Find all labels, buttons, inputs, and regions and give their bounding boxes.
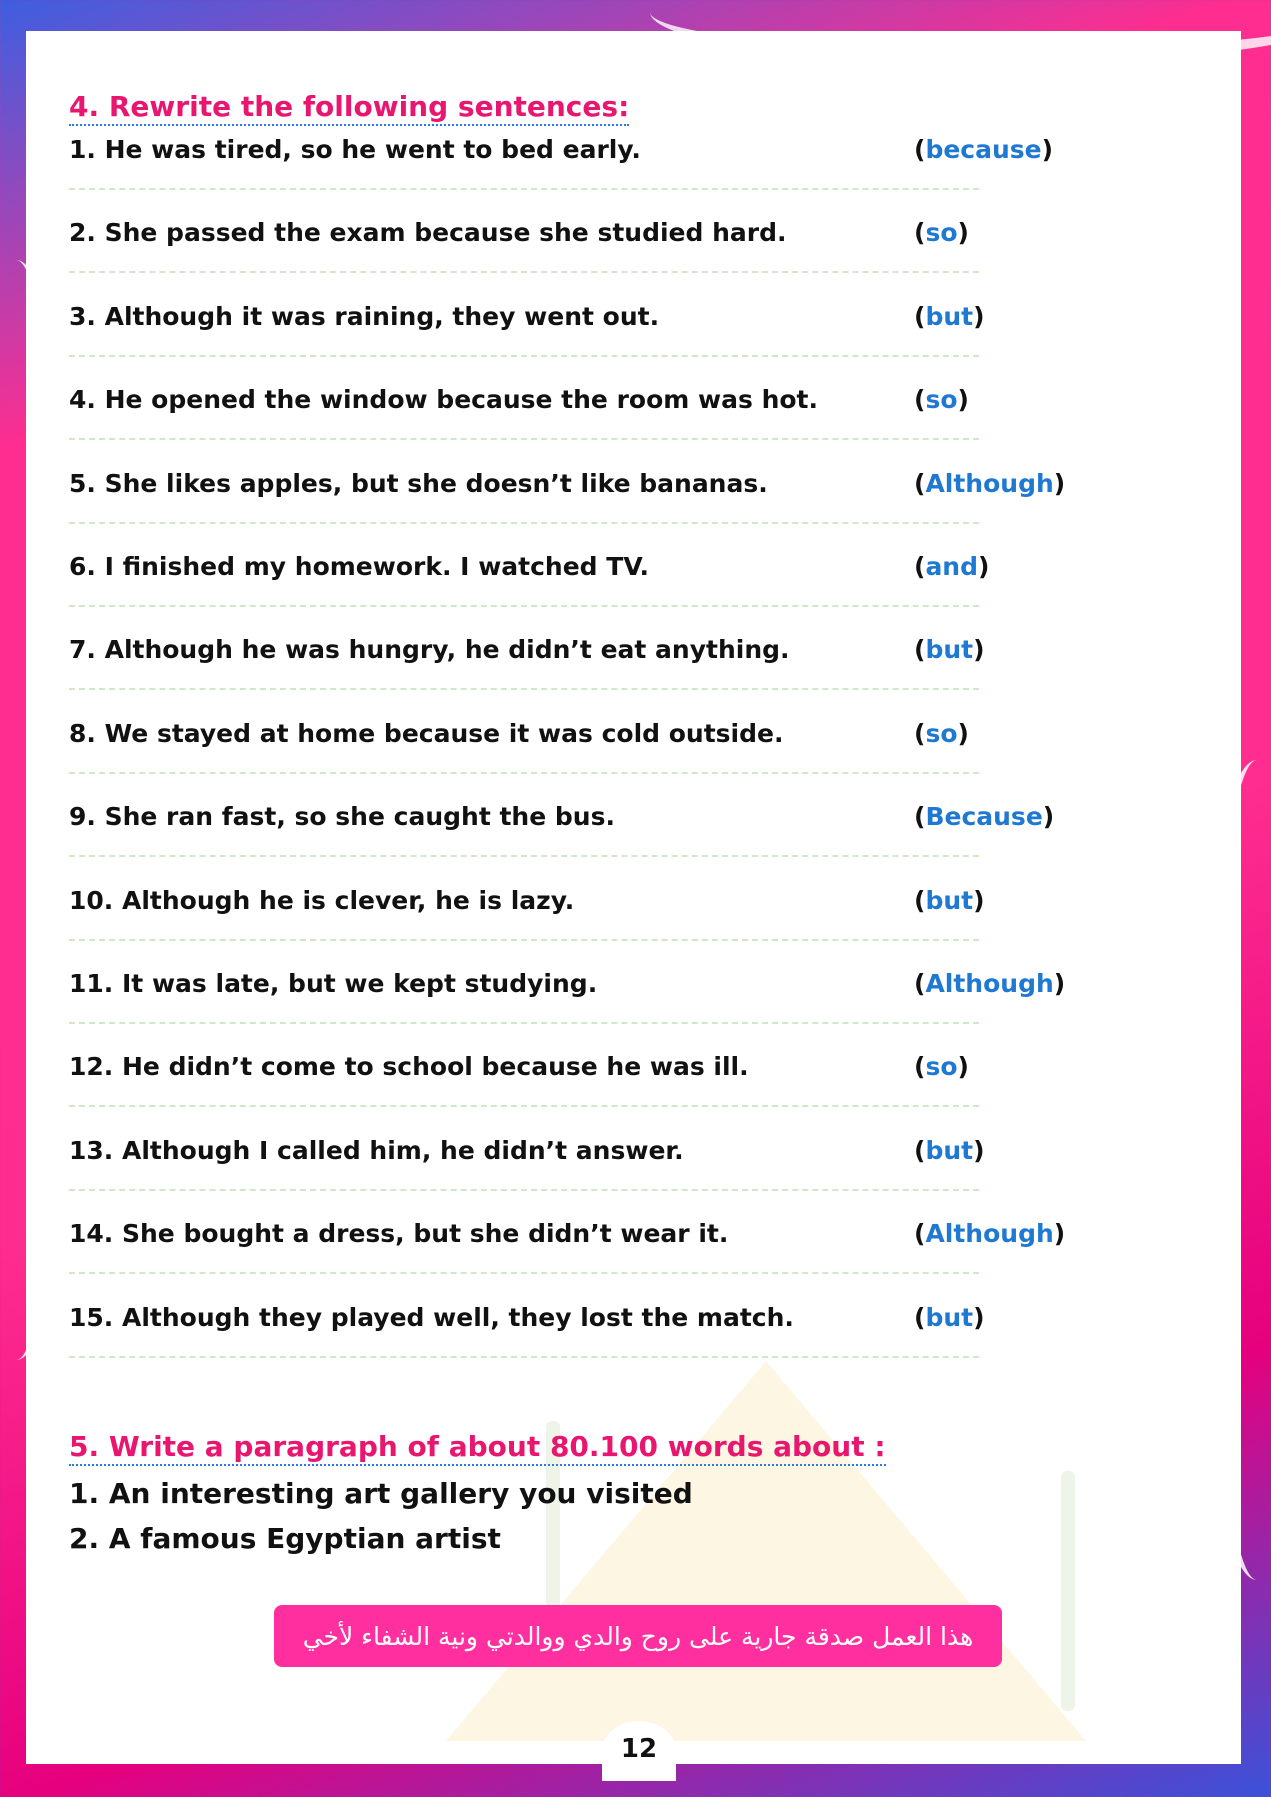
question-hint: (but) [914,635,985,664]
hint-word: but [925,886,974,915]
question-hint: (but) [914,1136,985,1165]
hint-word: Although [925,969,1054,998]
answer-line[interactable] [69,355,979,357]
question-row [69,1219,1169,1259]
question-hint: (Although) [914,969,1066,998]
question-hint: (but) [914,1303,985,1332]
question-row [69,1136,1169,1176]
question-hint: (and) [914,552,990,581]
question-row [69,719,1169,759]
question-hint: (so) [914,1052,969,1081]
question-row [69,886,1169,926]
question-hint: (Although) [914,469,1066,498]
question-row [69,302,1169,342]
question-text: 6. I finished my homework. I watched TV. [69,552,649,581]
answer-line[interactable] [69,1356,979,1358]
page-number: 12 [602,1721,676,1781]
answer-line[interactable] [69,772,979,774]
hint-word: but [925,302,974,331]
question-text: 12. He didn’t come to school because he was ill. [69,1052,749,1081]
question-text: 15. Although they played well, they lost the match. [69,1303,794,1332]
answer-line[interactable] [69,939,979,941]
question-text: 5. She likes apples, but she doesn’t like bananas. [69,469,768,498]
hint-word: so [925,218,958,247]
question-text: 7. Although he was hungry, he didn’t eat anything. [69,635,790,664]
question-hint: (but) [914,886,985,915]
question-row [69,635,1169,675]
answer-line[interactable] [69,188,979,190]
section-4-title: 4. Rewrite the following sentences: [69,90,629,126]
question-row [69,218,1169,258]
hint-word: Because [925,802,1043,831]
question-row [69,552,1169,592]
question-text: 10. Although he is clever, he is lazy. [69,886,575,915]
question-text: 3. Although it was raining, they went out. [69,302,660,331]
question-text: 14. She bought a dress, but she didn’t wear it. [69,1219,729,1248]
question-text: 2. She passed the exam because she studied hard. [69,218,787,247]
question-text: 9. She ran fast, so she caught the bus. [69,802,615,831]
question-hint: (because) [914,135,1054,164]
question-row [69,969,1169,1009]
question-hint: (but) [914,302,985,331]
question-row [69,385,1169,425]
hint-word: so [925,719,958,748]
question-hint: (so) [914,385,969,414]
question-hint: (so) [914,218,969,247]
question-text: 1. He was tired, so he went to bed early. [69,135,641,164]
palm-watermark [1061,1471,1075,1711]
hint-word: so [925,1052,958,1081]
answer-line[interactable] [69,271,979,273]
hint-word: so [925,385,958,414]
question-text: 11. It was late, but we kept studying. [69,969,598,998]
answer-line[interactable] [69,1022,979,1024]
answer-line[interactable] [69,1189,979,1191]
section-5-title: 5. Write a paragraph of about 80.100 words about : [69,1430,886,1466]
paragraph-topic-2: 2. A famous Egyptian artist [69,1522,501,1555]
question-hint: (Although) [914,1219,1066,1248]
hint-word: but [925,635,974,664]
question-text: 13. Although I called him, he didn’t answer. [69,1136,684,1165]
question-hint: (Because) [914,802,1055,831]
hint-word: but [925,1136,974,1165]
answer-line[interactable] [69,522,979,524]
answer-line[interactable] [69,438,979,440]
hint-word: Although [925,469,1054,498]
question-text: 8. We stayed at home because it was cold outside. [69,719,784,748]
question-row [69,1052,1169,1092]
answer-line[interactable] [69,688,979,690]
question-row [69,802,1169,842]
answer-line[interactable] [69,855,979,857]
answer-line[interactable] [69,1272,979,1274]
paragraph-topic-1: 1. An interesting art gallery you visited [69,1477,693,1510]
hint-word: Although [925,1219,1054,1248]
hint-word: but [925,1303,974,1332]
question-text: 4. He opened the window because the room was hot. [69,385,818,414]
hint-word: and [925,552,979,581]
question-row [69,135,1169,175]
dedication-banner: هذا العمل صدقة جارية على روح والدي ووالدتي ونية الشفاء لأخي [274,1605,1002,1667]
question-hint: (so) [914,719,969,748]
hint-word: because [925,135,1042,164]
answer-line[interactable] [69,1105,979,1107]
question-row [69,469,1169,509]
pyramid-watermark [446,1361,1086,1741]
answer-line[interactable] [69,605,979,607]
question-row [69,1303,1169,1343]
